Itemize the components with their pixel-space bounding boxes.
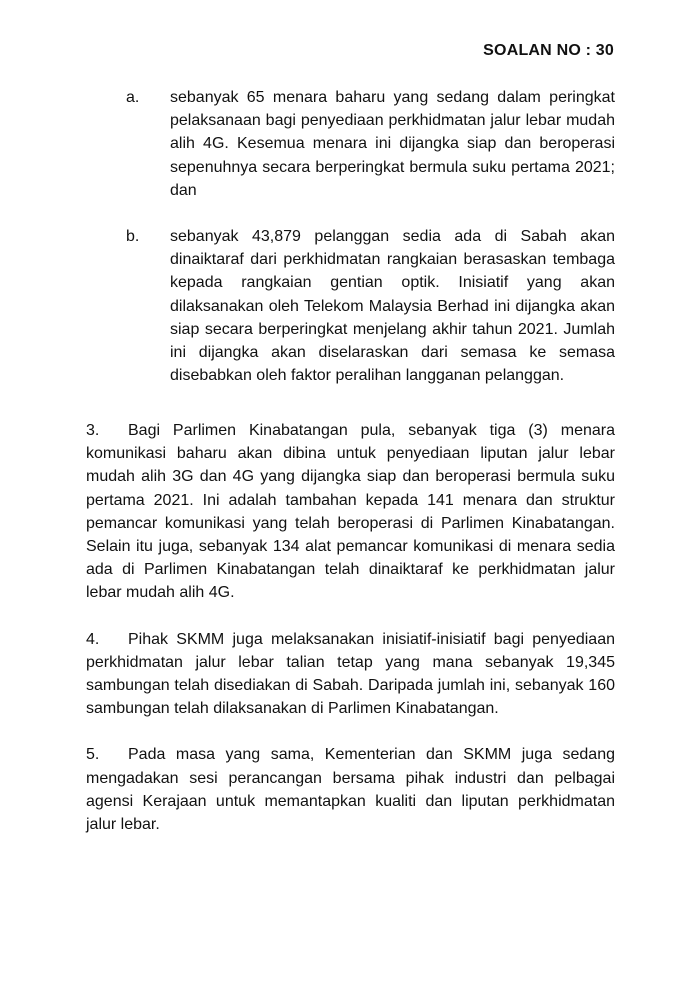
numbered-paragraphs	[86, 419, 615, 859]
paragraph-4	[86, 628, 615, 721]
sub-item-text: sebanyak 65 menara baharu yang sedang dalam peringkat pelaksanaan bagi penyediaan perkhidmatan jalur lebar mudah alih 4G. Kesemua menara ini dijangka siap dan beroperasi sepenuhnya secara berperingkat bermula suku pertama 2021; dan	[170, 89, 615, 199]
sub-item-b	[120, 225, 615, 387]
paragraph-number: 3.	[86, 422, 100, 439]
question-number-header: SOALAN NO : 30	[483, 42, 614, 59]
sub-item-label: a.	[126, 89, 140, 106]
paragraph-text: Pihak SKMM juga melaksanakan inisiatif-inisiatif bagi penyediaan perkhidmatan jalur lebar talian tetap yang mana sebanyak 19,345 sambungan telah disediakan di Sabah. Daripada jumlah ini, sebanyak 160 sambungan telah dilaksanakan di Parlimen Kinabatangan.	[86, 630, 615, 718]
paragraph-text: Bagi Parlimen Kinabatangan pula, sebanyak tiga (3) menara komunikasi baharu akan dibina untuk penyediaan liputan jalur lebar mudah alih 3G dan 4G yang dijangka siap dan beroperasi bermula suku pertama 2021. Ini adalah tambahan kepada 141 menara dan struktur pemancar komunikasi yang telah beroperasi di Parlimen Kinabatangan. Selain itu juga, sebanyak 134 alat pemancar komunikasi di menara sedia ada di Parlimen Kinabatangan telah dinaiktaraf ke perkhidmatan jalur lebar mudah alih 4G.	[86, 422, 615, 602]
paragraph-text: Pada masa yang sama, Kementerian dan SKMM juga sedang mengadakan sesi perancangan bersama pihak industri dan pelbagai agensi Kerajaan untuk memantapkan kualiti dan liputan perkhidmatan jalur lebar.	[86, 746, 615, 834]
paragraph-3	[86, 419, 615, 605]
sub-item-list	[120, 86, 615, 410]
paragraph-number: 4.	[86, 630, 100, 648]
sub-item-label: b.	[126, 228, 140, 246]
sub-item-a	[120, 86, 615, 202]
paragraph-5	[86, 743, 615, 836]
paragraph-number: 5.	[86, 746, 100, 764]
sub-item-text: sebanyak 43,879 pelanggan sedia ada di Sabah akan dinaiktaraf dari perkhidmatan rangkaian berasaskan tembaga kepada rangkaian gentian optik. Inisiatif yang akan dilaksanakan oleh Telekom Malaysia Berhad ini dijangka akan siap secara berperingkat menjelang akhir tahun 2021. Jumlah ini dijangka akan diselaraskan dari semasa ke semasa disebabkan oleh faktor peralihan langganan pelanggan.	[170, 228, 615, 385]
